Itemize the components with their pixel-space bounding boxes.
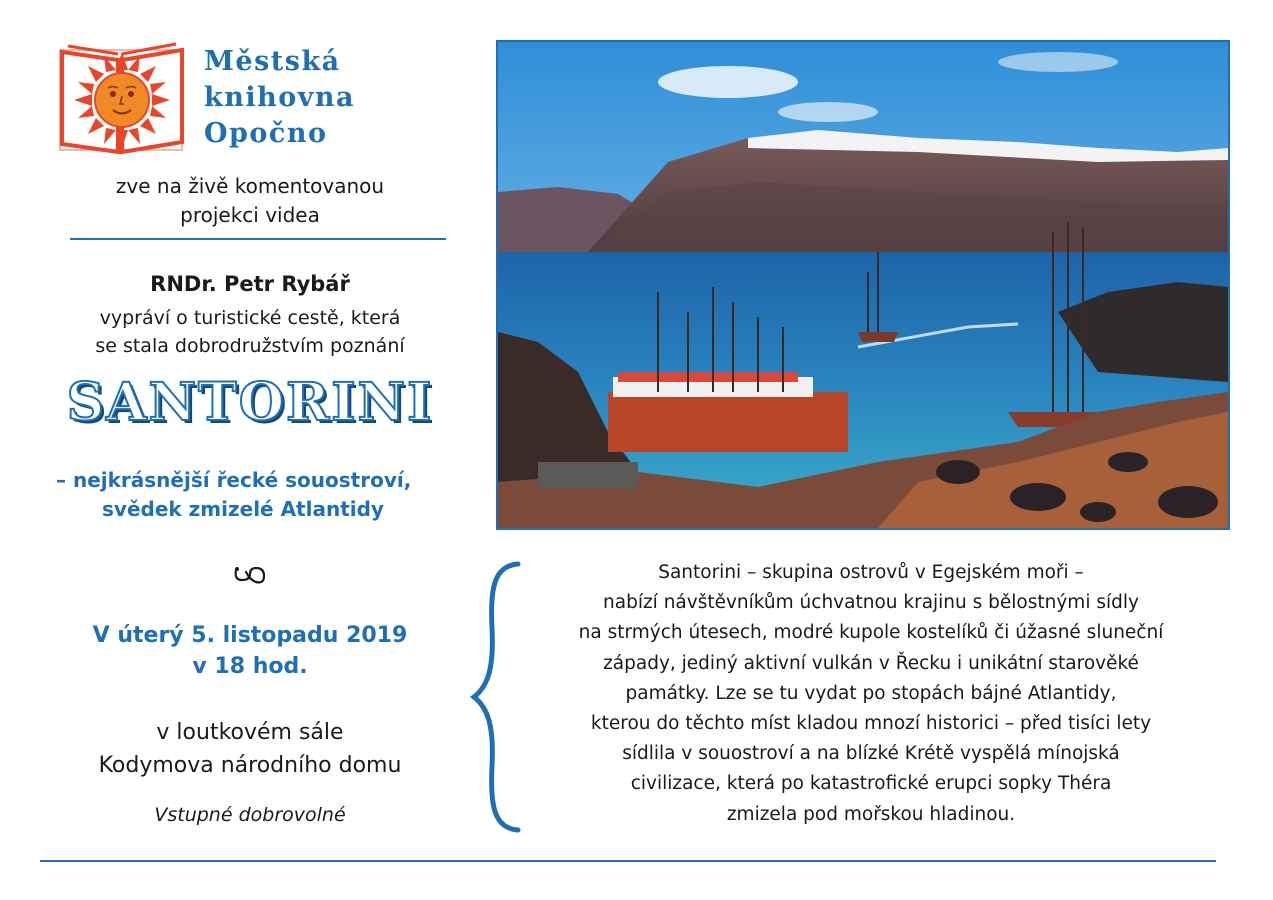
library-name-line-3: Opočno <box>204 118 328 149</box>
event-subtitle <box>56 466 476 524</box>
description-line-4: západy, jediný aktivní vulkán v Řecku i unikátní starověké <box>603 652 1139 674</box>
invite-line-2: projekci videa <box>180 203 320 227</box>
description-line-1: Santorini – skupina ostrovů v Egejském moři – <box>658 562 1084 583</box>
description-line-9: zmizela pod mořskou hladinou. <box>726 803 1016 825</box>
story-text <box>30 304 470 360</box>
photo-image <box>498 42 1228 528</box>
invite-text <box>40 172 460 230</box>
date-line-1: V úterý 5. listopadu 2019 <box>92 623 408 648</box>
description-line-6: kterou do těchto míst kladou mnozí historici – před tisíci lety <box>590 713 1152 735</box>
venue-line-1: v loutkovém sále <box>156 720 344 745</box>
event-venue <box>30 716 470 782</box>
flourish-ornament-icon <box>232 564 268 586</box>
event-title: SANTORINI <box>66 372 434 433</box>
venue-line-2: Kodymova národního domu <box>98 753 402 778</box>
date-line-2: v 18 hod. <box>192 654 308 679</box>
library-logo <box>58 42 190 158</box>
description-line-3: na strmých útesech, modré kupole kostelíků či úžasné sluneční <box>578 622 1164 644</box>
library-name-line-1: Městská <box>204 46 341 77</box>
entry-fee: Vstupné dobrovolné <box>154 804 346 826</box>
divider-top <box>70 238 446 240</box>
invite-line-1: zve na živě komentovanou <box>115 174 385 198</box>
description-line-7: sídlila v souostroví a na blízké Krétě vyspělá mínojská <box>622 743 1120 765</box>
event-date <box>30 620 470 682</box>
event-description <box>526 558 1216 830</box>
curly-brace-ornament <box>466 558 526 836</box>
story-line-1: vypráví o turistické cestě, která <box>99 307 401 329</box>
subtitle-line-1: – nejkrásnější řecké souostroví, <box>56 468 412 492</box>
story-line-2: se stala dobrodružstvím poznání <box>95 335 405 357</box>
library-name <box>204 44 404 152</box>
speaker-name: RNDr. Petr Rybář <box>150 272 350 296</box>
description-line-5: památky. Lze se tu vydat po stopách bájné Atlantidy, <box>625 682 1117 704</box>
library-name-line-2: knihovna <box>204 82 356 113</box>
description-line-8: civilizace, která po katastrofické erupci sopky Théra <box>630 773 1112 795</box>
santorini-photo <box>496 40 1230 530</box>
subtitle-line-2: svědek zmizelé Atlantidy <box>102 497 384 521</box>
sun-book-icon <box>58 42 190 158</box>
description-line-2: nabízí návštěvníkům úchvatnou krajinu s bělostnými sídly <box>603 592 1139 614</box>
divider-bottom <box>40 860 1216 862</box>
